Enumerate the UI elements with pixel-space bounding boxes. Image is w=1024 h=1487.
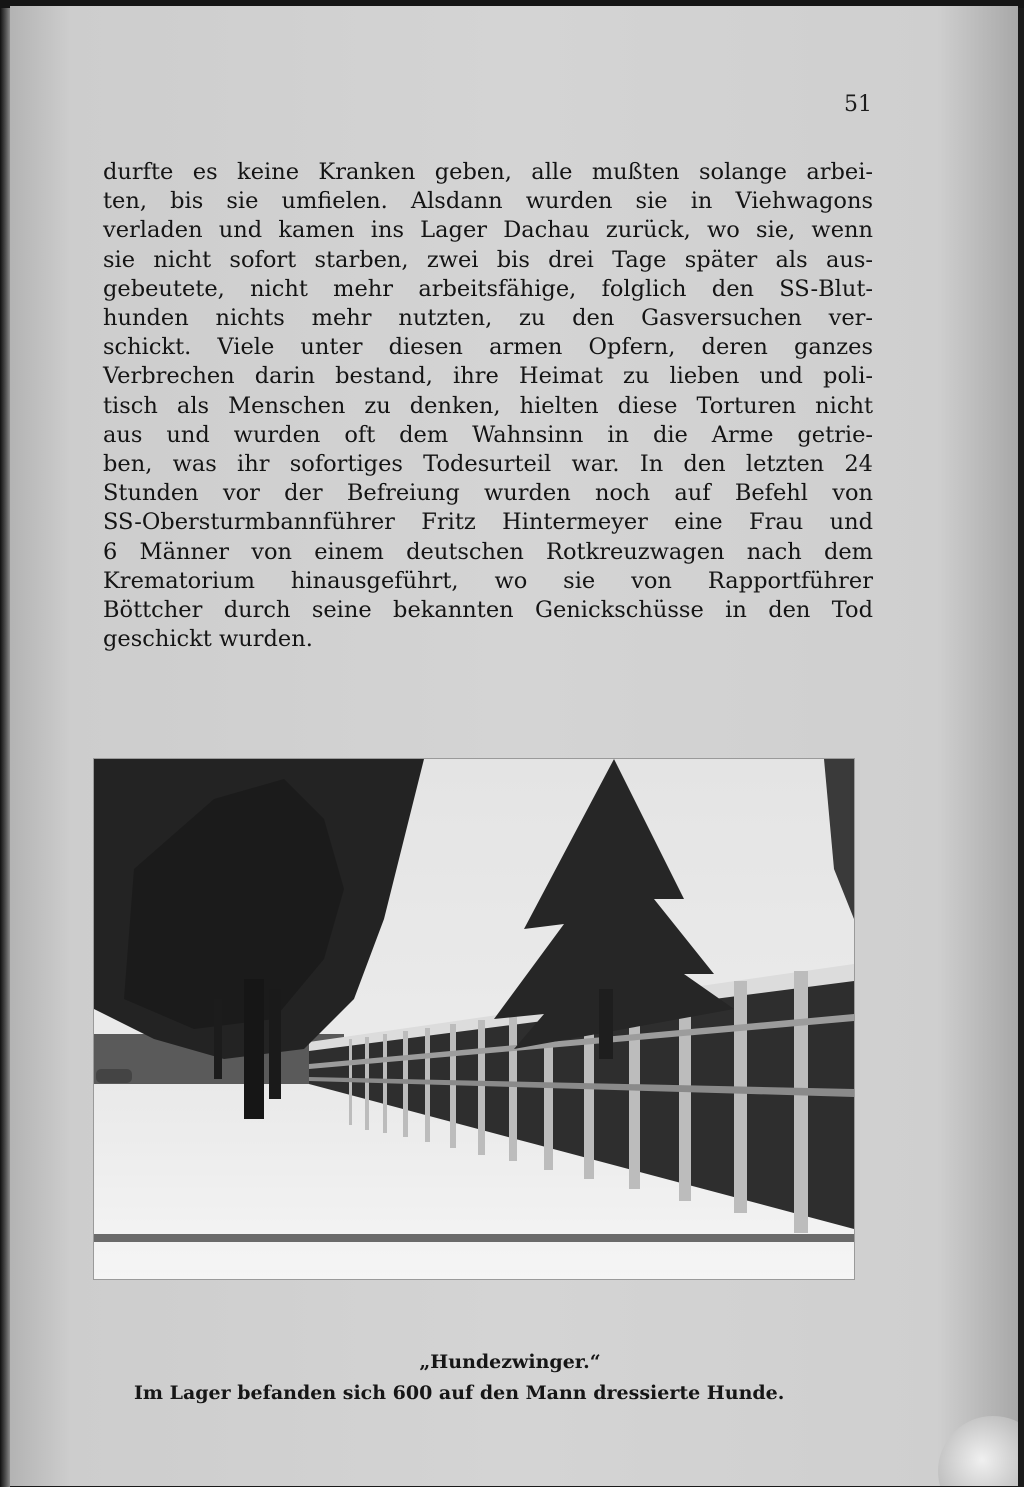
page-number: 51 <box>844 92 872 117</box>
text-line: 6 Männer von einem deutschen Rotkreuzwagen nach dem <box>103 538 873 565</box>
book-page <box>10 6 1018 1486</box>
text-line: geschickt wurden. <box>103 626 313 653</box>
text-line: SS-Obersturmbannführer Fritz Hintermeyer eine Frau und <box>103 509 873 536</box>
text-line: hunden nichts mehr nutzten, zu den Gasversuchen ver- <box>103 305 873 332</box>
text-line: aus und wurden oft dem Wahnsinn in die Arme getrie- <box>103 421 873 448</box>
text-line: durfte es keine Kranken geben, alle mußten solange arbei- <box>103 159 873 185</box>
text-line: ten, bis sie umfielen. Alsdann wurden sie in Viehwagons <box>103 188 873 215</box>
scan-left-edge <box>0 0 10 1487</box>
text-line: Krematorium hinausgeführt, wo sie von Rapportführer <box>103 567 873 594</box>
caption-text: Im Lager befanden sich 600 auf den Mann dressierte Hunde. <box>134 1382 785 1404</box>
text-line: Böttcher durch seine bekannten Genickschüsse in den Tod <box>103 597 873 624</box>
body-text <box>103 158 873 654</box>
text-line: schickt. Viele unter diesen armen Opfern, deren ganzes <box>103 334 873 361</box>
text-line: Stunden vor der Befreiung wurden noch auf Befehl von <box>103 480 873 507</box>
text-line: gebeutete, nicht mehr arbeitsfähige, folglich den SS-Blut- <box>103 275 873 302</box>
text-line: verladen und kamen ins Lager Dachau zurück, wo sie, wenn <box>103 217 873 244</box>
text-line: Verbrechen darin bestand, ihre Heimat zu lieben und poli- <box>103 363 873 390</box>
text-line: ben, was ihr sofortiges Todesurteil war. In den letzten 24 <box>103 451 873 478</box>
text-line: sie nicht sofort starben, zwei bis drei Tage später als aus- <box>103 246 873 273</box>
text-line: tisch als Menschen zu denken, hielten diese Torturen nicht <box>103 392 873 419</box>
photo-dog-kennels <box>93 758 855 1280</box>
caption-title: „Hundezwinger.“ <box>419 1351 601 1373</box>
scanner-thumb <box>938 1416 1018 1486</box>
